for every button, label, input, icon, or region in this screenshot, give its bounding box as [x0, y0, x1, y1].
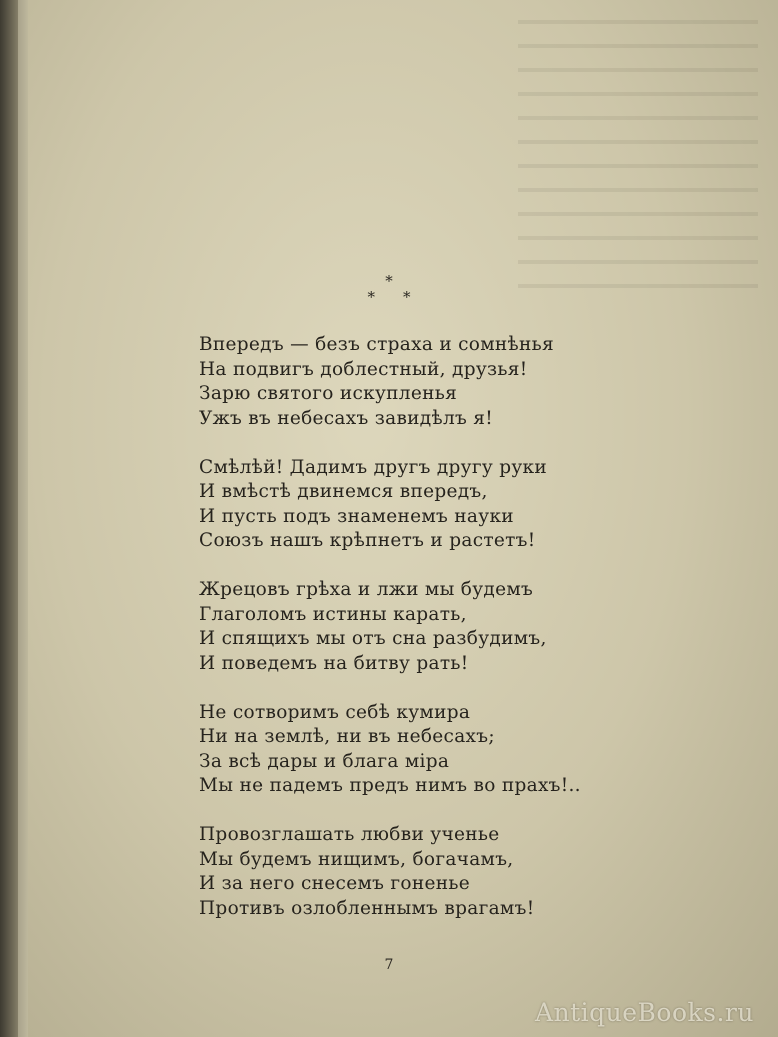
stanza [199, 456, 619, 554]
stanza [199, 701, 619, 799]
poem-line: Противъ озлобленнымъ врагамъ! [199, 897, 535, 919]
poem-line: На подвигъ доблестный, друзья! [199, 358, 528, 380]
stanza [199, 578, 619, 676]
poem-line: И пусть подъ знаменемъ науки [199, 505, 514, 527]
poem-line: Глаголомъ истины карать, [199, 603, 467, 625]
poem-line: И поведемъ на битву рать! [199, 652, 469, 674]
poem-line: Ни на землѣ, ни въ небесахъ; [199, 726, 495, 747]
poem-line: И вмѣстѣ двинемся впередъ, [199, 481, 488, 502]
poem-line: Жрецовъ грѣха и лжи мы будемъ [199, 579, 534, 600]
poem-line: Зарю святого искупленья [199, 383, 458, 404]
poem-line: И спящихъ мы отъ сна разбудимъ, [199, 628, 547, 649]
poem-line: Ужъ въ небесахъ завидѣлъ я! [199, 407, 493, 429]
poem-line: Союзъ нашъ крѣпнетъ и растетъ! [199, 530, 536, 551]
page-number: 7 [384, 957, 394, 973]
stanza [199, 823, 619, 921]
poem-line: Мы будемъ нищимъ, богачамъ, [199, 848, 514, 870]
poem [199, 333, 619, 946]
poem-line: Не сотворимъ себѣ кумира [199, 701, 471, 723]
poem-line: Мы не падемъ предъ нимъ во прахъ!.. [199, 775, 581, 796]
poem-line: Смѣлѣй! Дадимъ другъ другу руки [199, 456, 548, 478]
stanza [199, 333, 619, 431]
poem-line: За всѣ дары и блага міра [199, 750, 450, 772]
asterism-top: * [385, 272, 393, 290]
poem-line: И за него снесемъ гоненье [199, 873, 470, 894]
book-spine [0, 0, 20, 1037]
asterism-bottom: ** [367, 288, 439, 306]
watermark: AntiqueBooks.ru [534, 998, 754, 1027]
poem-line: Провозглашать любви ученье [199, 824, 500, 845]
poem-line: Впередъ — безъ страха и сомнѣнья [199, 334, 554, 355]
